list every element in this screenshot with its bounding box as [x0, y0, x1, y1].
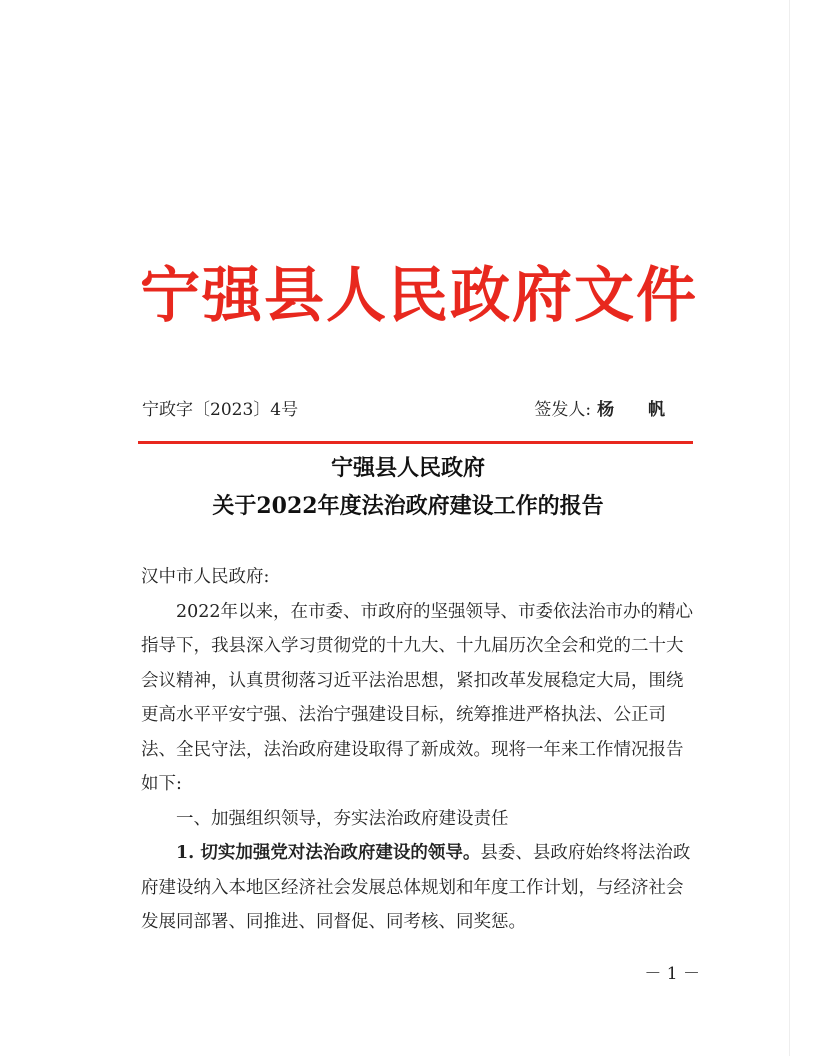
salutation: 汉中市人民政府: [141, 567, 270, 587]
section-heading-1: 一、加强组织领导，夯实法治政府建设责任 [176, 808, 509, 829]
report-body [141, 560, 697, 940]
page-number: － 1 － [644, 964, 700, 984]
signer-block [534, 396, 679, 424]
document-number: 宁政字〔2023〕4号 [142, 400, 299, 420]
item-text-1: 县委、县政府始终将法治政府建设纳入本地区经济社会发展总体规划和年度工作计划，与经济社会发展同部署、同推进、同督促、同考核、同奖惩。 [141, 843, 691, 932]
scan-edge-line [789, 0, 790, 1056]
intro-paragraph: 2022年以来，在市委、市政府的坚强领导、市委依法治市办的精心指导下，我县深入学习贯彻党的十九大、十九届历次全会和党的二十大会议精神，认真贯彻落习近平法治思想，紧扣改革发展稳定大局，围绕更高水平平安宁强、法治宁强建设目标，统筹推进严格执法、公正司法、全民守法，法治政府建设取得了新成效。现将一年来工作情况报告如下: [141, 601, 694, 794]
masthead-title: 宁强县人民政府文件 [140, 261, 698, 331]
report-title-line2: 关于2022年度法治政府建设工作的报告 [212, 493, 604, 519]
item-paragraph-1 [141, 836, 697, 940]
report-title-line1: 宁强县人民政府 [330, 455, 485, 481]
signer-name: 杨 帆 [597, 400, 679, 420]
signer-label: 签发人: [534, 400, 592, 420]
red-separator-line [138, 441, 693, 444]
item-lead-1: 1. 切实加强党对法治政府建设的领导。 [176, 843, 481, 863]
